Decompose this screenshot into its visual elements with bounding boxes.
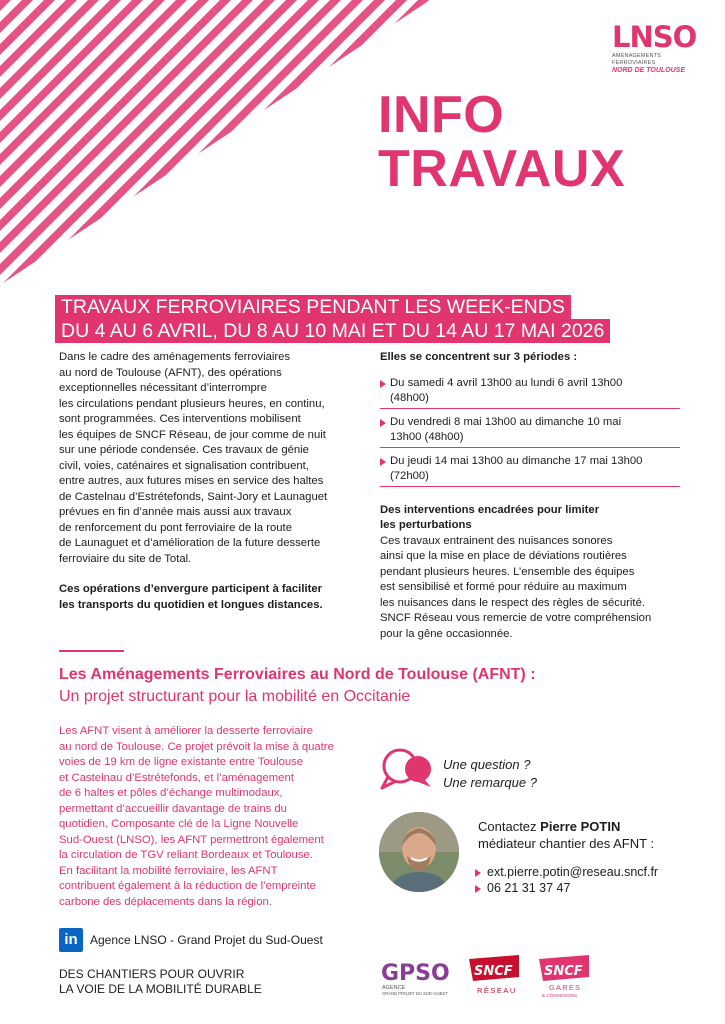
afnt-line: et Castelnau d’Estrétefonds, et l’aménagement [59,771,294,784]
intro-line: sont programmées. Ces interventions mobilisent [59,413,301,425]
contact-role: médiateur chantier des AFNT : [478,836,655,851]
lnso-logo-line2: NORD DE TOULOUSE [612,67,685,74]
period-line1: Du vendredi 8 mai 13h00 au dimanche 10 mai [390,415,622,428]
contact-name-line [478,818,654,835]
period-item [380,454,680,487]
slogan [59,967,262,997]
gpso-logo [380,957,456,999]
intro-line: au nord de Toulouse (AFNT), des opérations [59,366,282,379]
sncf-gares-sub2: & CONNEXIONS [542,993,578,998]
title-line1: INFO [378,86,505,144]
intro-line: les circulations pendant plusieurs heures, en continu, [59,397,325,410]
afnt-line: contribuent également à la réduction de l’empreinte [59,880,316,892]
lnso-logo-name: LNSO [612,20,697,54]
schedule-column [380,350,680,642]
period-line1: Du samedi 4 avril 13h00 au lundi 6 avril 13h00 [390,376,623,389]
intro-line: prévues en fin d’année mais aussi aux travaux [59,506,292,518]
interventions-line: les nuisances dans le respect des règles de sécurité. [380,596,645,609]
afnt-subtitle: Un projet structurant pour la mobilité en Occitanie [59,688,411,705]
afnt-line: Les AFNT visent à améliorer la desserte ferroviaire [59,725,314,737]
sncf-reseau-sub: RÉSEAU [477,986,517,995]
lnso-logo [612,22,704,75]
interventions-line: Ces travaux entrainent des nuisances sonores [380,534,613,547]
afnt-line: de 6 haltes et pôles d’échange multimodaux, [59,787,283,799]
contact-phone[interactable]: 06 21 31 37 47 [487,881,571,895]
interventions-heading1: Des interventions encadrées pour limiter [380,503,600,516]
title-line2: TRAVAUX [378,140,626,198]
afnt-title: Les Aménagements Ferroviaires au Nord de Toulouse (AFNT) : [59,666,536,683]
triangle-bullet-icon [380,458,386,466]
intro-line: les équipes de SNCF Réseau, de jour comme de nuit [59,428,326,441]
period-item [380,376,680,409]
slogan-line2: LA VOIE DE LA MOBILITÉ DURABLE [59,982,262,996]
interventions-heading2: les perturbations [380,519,472,531]
period-line2: (48h00) [390,392,429,404]
periods-heading: Elles se concentrent sur 3 périodes : [380,351,578,363]
intro-line: ferroviaire du site de Total. [59,552,192,565]
sncf-reseau-name: SNCF [474,964,513,979]
linkedin-icon[interactable]: in [59,928,83,952]
sncf-gares-name: SNCF [544,964,583,979]
interventions-line: ainsi que la mise en place de déviations routières [380,550,627,562]
contact-name: Pierre POTIN [540,819,621,834]
afnt-line: En facilitant la mobilité ferroviaire, les AFNT [59,864,278,877]
afnt-line: la circulation de TGV reliant Bordeaux et Toulouse. [59,849,313,861]
intro-line: sur une période condensée. Ces travaux de génie [59,444,309,456]
period-line2: 13h00 (48h00) [390,431,464,443]
stripe [0,0,297,285]
period-line2: (72h00) [390,470,429,482]
afnt-line: permettant d’accueillir davantage de trains du [59,802,287,815]
gpso-logo-sub1: AGENCE [382,985,406,991]
gpso-logo-name: GPSO [381,961,450,986]
period-item [380,415,680,448]
triangle-bullet-icon [380,419,386,427]
triangle-bullet-icon [475,869,481,877]
intro-line: de renforcement du pont ferroviaire de la route [59,521,292,534]
interventions-line: pendant plusieurs heures. L’ensemble des équipes [380,565,635,578]
sncf-gares-logo [537,955,593,1001]
sncf-gares-sub1: GARES [549,983,582,992]
contact-photo [379,812,459,892]
contact-email-link[interactable]: ext.pierre.potin@reseau.sncf.fr [487,865,659,879]
lnso-logo-line1: AMÉNAGEMENTS FERROVIAIRES [612,53,662,66]
speech-bubbles-icon [378,746,436,796]
section-divider [59,650,124,652]
person-portrait-icon [379,812,459,892]
interventions-line: est sensibilisé et formé pour réduire au maximum [380,581,627,593]
intro-line: exceptionnelles nécessitant d’interrompre [59,382,267,394]
intro-bold-line2: les transports du quotidien et longues distances. [59,598,323,611]
question-line1: Une question ? [443,757,531,772]
intro-line: civil, voies, caténaires et signalisation contribuent, [59,459,309,472]
linkedin-label[interactable]: Agence LNSO - Grand Projet du Sud-Ouest [90,933,323,947]
afnt-line: carbone des déplacements dans la région. [59,895,272,908]
sncf-reseau-logo [467,955,523,1001]
afnt-line: quotidien. Composante clé de la Ligne Nouvelle [59,818,299,830]
question-text [443,756,537,792]
intro-column [59,350,359,613]
banner-line2: DU 4 AU 6 AVRIL, DU 8 AU 10 MAI ET DU 14 AU 17 MAI 2026 [55,319,610,343]
afnt-line: au nord de Toulouse. Ce projet prévoit la mise à quatre [59,740,334,753]
email-row[interactable] [475,864,658,881]
triangle-bullet-icon [380,380,386,388]
intro-line: entre autres, aux futures mises en service des haltes [59,475,324,487]
header-stripes-decoration [0,0,430,285]
question-line2: Une remarque ? [443,775,537,790]
contact-block [478,818,654,852]
triangle-bullet-icon [475,885,481,893]
intro-line: de Launaguet et d’amélioration de la future desserte [59,537,321,549]
intro-bold-line1: Ces opérations d’envergure participent à faciliter [59,583,323,595]
intro-line: de Castelnau d’Estrétefonds, Saint-Jory et Launaguet [59,490,328,503]
phone-row[interactable] [475,880,570,897]
afnt-line: Sud-Ouest (LNSO), les AFNT permettront également [59,833,324,846]
slogan-line1: DES CHANTIERS POUR OUVRIR [59,967,245,981]
afnt-body [59,724,369,910]
period-line1: Du jeudi 14 mai 13h00 au dimanche 17 mai 13h00 [390,454,643,467]
afnt-line: voies de 19 km de ligne existante entre Toulouse [59,756,304,768]
interventions-line: pour la gêne occasionnée. [380,627,513,640]
intro-line: Dans le cadre des aménagements ferroviaires [59,351,291,363]
contact-prefix: Contactez [478,819,541,834]
page-title [378,88,625,196]
banner-line1: TRAVAUX FERROVIAIRES PENDANT LES WEEK-ENDS [55,295,571,319]
gpso-logo-sub2: GRAND PROJET DU SUD-OUEST [382,991,448,996]
interventions-line: SNCF Réseau vous remercie de votre compréhension [380,612,652,624]
